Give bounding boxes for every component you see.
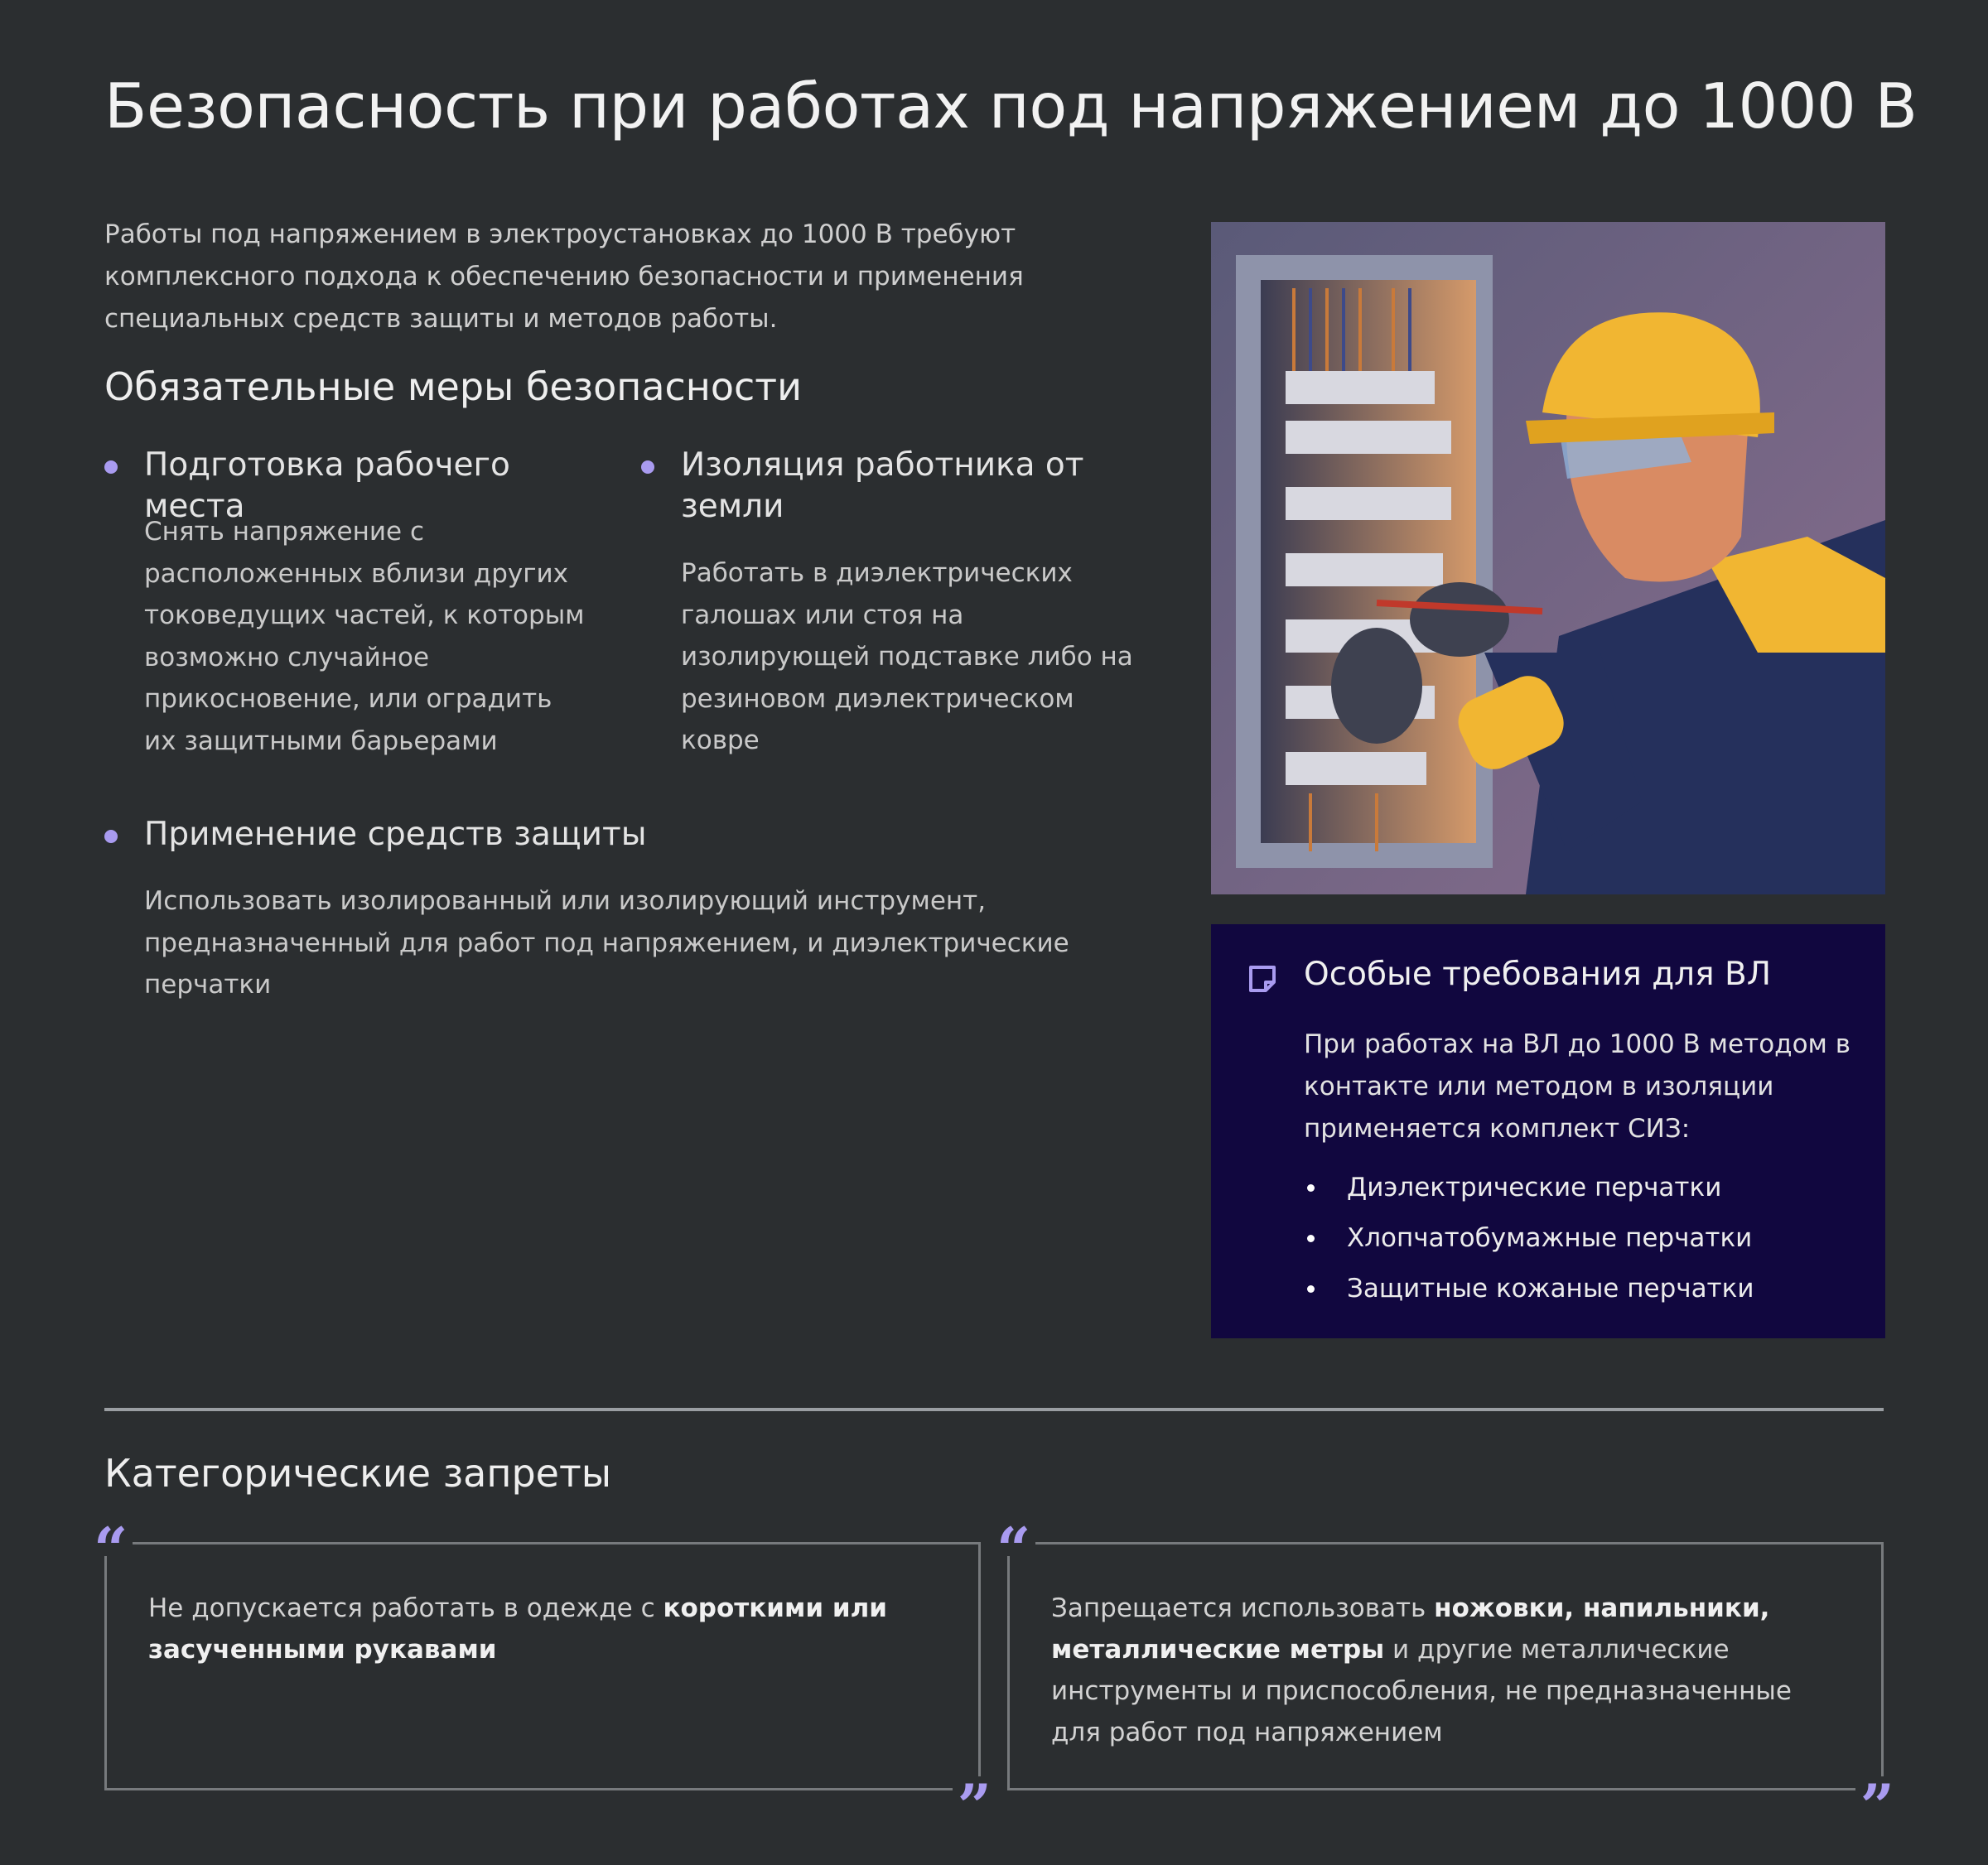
open-quote-icon: “ (89, 1520, 133, 1556)
measure-title: Изоляция работника от земли (681, 446, 1084, 525)
callout-title: Особые требования для ВЛ (1304, 956, 1772, 993)
note-icon (1246, 962, 1279, 995)
bullet-dot (104, 830, 118, 843)
measure-title: Применение средств защиты (144, 816, 647, 853)
measure-title: Подготовка рабочего места (144, 446, 510, 525)
measure-desc: Снять напряжение с расположенных вблизи других токоведущих частей, к которым возможно случайное прикосновение, или оградить их защитными барьерами (144, 517, 585, 756)
electrician-illustration (1211, 222, 1885, 894)
bullet-dot (104, 460, 118, 474)
electrician-image (1211, 222, 1885, 894)
list-item: Хлопчатобумажные перчатки (1304, 1222, 1754, 1272)
prohibition-quote-1 (94, 1520, 992, 1813)
list-item: Диэлектрические перчатки (1304, 1171, 1754, 1222)
ppe-list (1304, 1171, 1754, 1323)
measures-heading: Обязательные меры безопасности (104, 364, 802, 409)
close-quote-icon: ” (953, 1776, 996, 1813)
prohibition-quote-2 (996, 1520, 1894, 1813)
section-divider (104, 1408, 1884, 1411)
bullet-dot (641, 460, 654, 474)
vl-requirements-callout (1211, 924, 1885, 1338)
measure-desc: Работать в диэлектрических галошах или стоя на изолирующей подставке либо на резиновом диэлектрическом ковре (681, 558, 1133, 755)
open-quote-icon: “ (992, 1520, 1035, 1556)
page-title: Безопасность при работах под напряжением до 1000 В (104, 70, 1918, 142)
prohibitions-heading: Категорические запреты (104, 1451, 612, 1496)
list-item: Защитные кожаные перчатки (1304, 1272, 1754, 1323)
measure-desc: Использовать изолированный или изолирующий инструмент, предназначенный для работ под напряжением, и диэлектрические перчатки (144, 886, 1069, 1000)
quote-text: Запрещается использовать ножовки, напильники, металлические метры и другие металлические инструменты и приспособления, не предназначенные для работ под напряжением (1051, 1593, 1792, 1747)
callout-text: При работах на ВЛ до 1000 В методом в контакте или методом в изоляции применяется комплект СИЗ: (1304, 1029, 1851, 1144)
close-quote-icon: ” (1855, 1776, 1899, 1813)
intro-text: Работы под напряжением в электроустановках до 1000 В требуют комплексного подхода к обеспечению безопасности и применения специальных средств защиты и методов работы. (104, 219, 1024, 334)
quote-text: Не допускается работать в одежде с короткими или засученными рукавами (148, 1593, 888, 1665)
